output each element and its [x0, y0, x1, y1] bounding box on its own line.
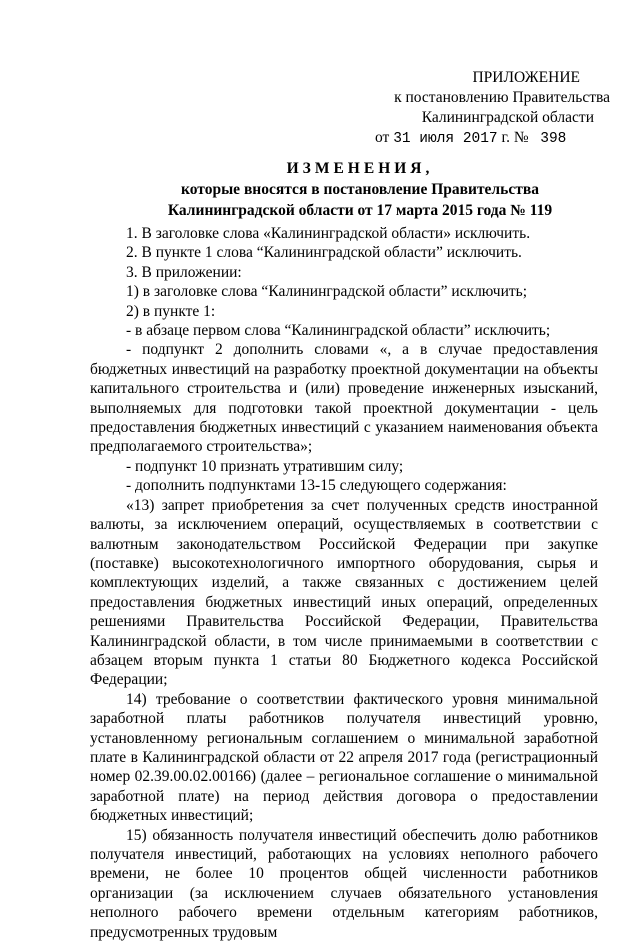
paragraph: 1) в заголовке слова “Калининградской области” исключить; [126, 283, 528, 301]
document-title [120, 158, 600, 221]
resolution-date: 31 июля 2017 [393, 131, 498, 147]
appendix-label: ПРИЛОЖЕНИЕ [472, 69, 580, 86]
appendix-region-line: Калининградской области [421, 109, 594, 126]
appendix-date-line [330, 128, 610, 148]
paragraph: 1. В заголовке слова «Калининградской области» исключить. [126, 225, 531, 242]
title-line-2: которые вносятся в постановление Правительства [181, 181, 539, 198]
paragraph: 15) обязанность получателя инвестиций обеспечить долю работников получателя инвестиций, работающих на условиях неполного рабочего времени, не более 10 процентов общей численности работников организации (за исключением случаев обязательного установления неполного рабочего времени отдельным категориям работников, предусмотренных трудовым [90, 826, 598, 941]
title-line-3: Калининградской области от 17 марта 2015 года № 119 [167, 202, 553, 219]
paragraph: 2. В пункте 1 слова “Калининградской области” исключить. [126, 244, 522, 262]
year-number-label: г. № [501, 129, 529, 146]
date-prefix: от [375, 129, 390, 146]
paragraph: 14) требование о соответствии фактического уровня минимальной заработной платы работников получателя инвестиций уровню, установленному региональным соглашением о минимальной заработной плате в Калининградской области от 22 апреля 2017 года (регистрационный номер 02.39.00.02.00166) (далее – региональное соглашение о минимальной заработной плате) на период действия договора о предоставлении бюджетных инвестиций; [90, 690, 598, 825]
appendix-header [330, 68, 610, 148]
appendix-resolution-line: к постановлению Правительства [394, 89, 610, 106]
paragraph: 2) в пункте 1: [126, 302, 216, 320]
paragraph: - подпункт 2 дополнить словами «, а в случае предоставления бюджетных инвестиций на разработку проектной документации на объекты капитального строительства и (или) проведение инженерных изысканий, выполняемых для подготовки такой проектной документации - цель предоставления бюджетных инвестиций с указанием наименования объекта предполагаемого строительства»; [90, 341, 598, 456]
document-body [90, 224, 598, 942]
title-heading: ИЗМЕНЕНИЯ, [286, 160, 434, 177]
paragraph: - дополнить подпунктами 13-15 следующего содержания: [126, 477, 507, 495]
resolution-number: 398 [540, 131, 567, 147]
paragraph: 3. В приложении: [126, 263, 242, 281]
paragraph: «13) запрет приобретения за счет полученных средств иностранной валюты, за исключением операций, осуществляемых в соответствии с валютным законодательством Российской Федерации при закупке (поставке) высокотехнологичного импортного оборудования, сырья и комплектующих изделий, а также связанных с достижением целей предоставления бюджетных инвестиций иных операций, определенных решениями Правительства Российской Федерации, Правительства Калининградской области, в том числе принимаемыми в соответствии с абзацем вторым пункта 1 статьи 80 Бюджетного кодекса Российской Федерации; [90, 496, 598, 689]
paragraph: - подпункт 10 признать утратившим силу; [126, 457, 404, 475]
paragraph: - в абзаце первом слова “Калининградской области” исключить; [126, 322, 551, 340]
